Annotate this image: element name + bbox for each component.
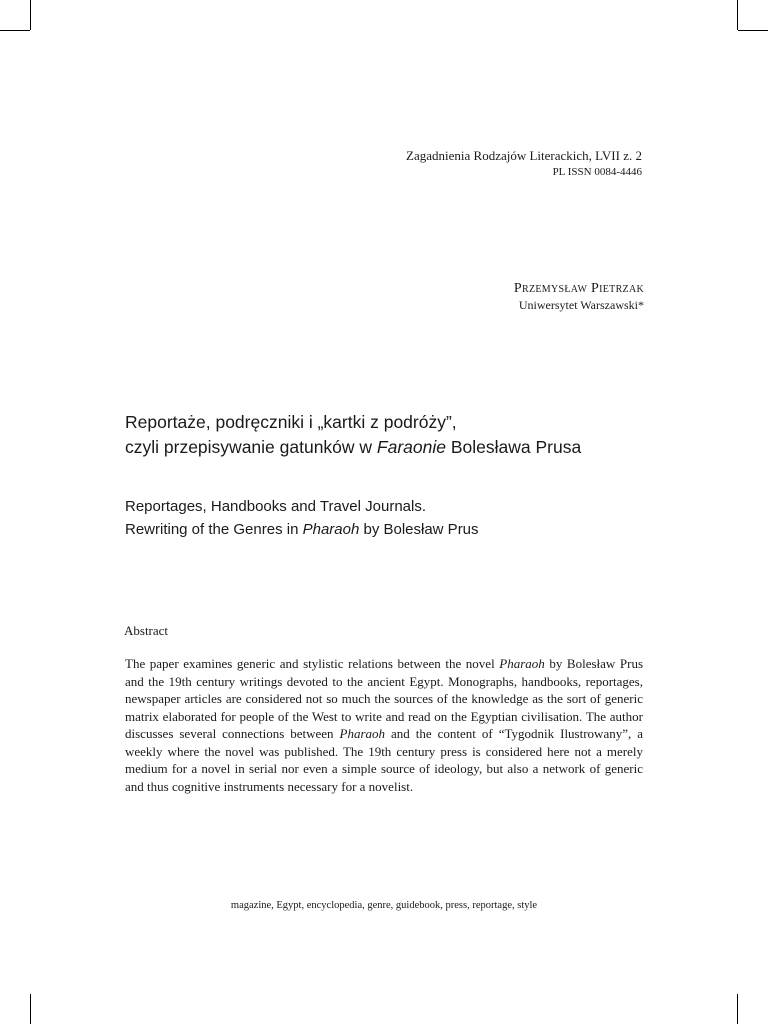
- abstract-text-part-3: and the content of “Tygodnik Ilustrowany”, a weekly where the novel was published. The 19th century press is considered here not a merely medium for a novel in serial nor even a simple source of ideology, but also a network of generic and thus cognitive instruments necessary for a novelist.: [125, 726, 643, 794]
- abstract-label: Abstract: [124, 623, 169, 638]
- author-name: Przemysław Pietrzak: [513, 281, 644, 296]
- abstract-text-part-2: by Bolesław Prus and the 19th century writings devoted to the ancient Egypt. Monographs, handbooks, reportages, newspaper articles are considered not so much the sources of the knowledge as the sort of generic matrix elaborated for people of the West to write and read on the Egyptian civilisation. The author discusses several connections between: [125, 656, 643, 741]
- title-english-line-2-end: by Bolesław Prus: [359, 521, 479, 538]
- title-english-line-2-start: Rewriting of the Genres in: [125, 521, 303, 538]
- abstract-italic-2: Pharaoh: [339, 726, 386, 741]
- title-polish: [125, 410, 665, 460]
- keywords: magazine, Egypt, encyclopedia, genre, guidebook, press, reportage, style: [230, 900, 538, 911]
- title-english-line-1: Reportages, Handbooks and Travel Journals.: [125, 498, 427, 515]
- crop-mark-bottom-right-vertical: [737, 994, 738, 1024]
- journal-header: [406, 147, 642, 180]
- abstract-text: [125, 655, 643, 795]
- title-polish-line-1: Reportaże, podręczniki i „kartki z podróży”,: [125, 412, 457, 432]
- journal-issn: PL ISSN 0084-4446: [552, 166, 642, 178]
- crop-mark-top-right-vertical: [737, 0, 738, 30]
- title-polish-line-2-start: czyli przepisywanie gatunków w: [125, 437, 377, 457]
- crop-mark-bottom-left-vertical: [30, 994, 31, 1024]
- title-english: [125, 495, 665, 541]
- abstract-italic-1: Pharaoh: [499, 656, 545, 671]
- crop-mark-top-left-horizontal: [0, 30, 30, 31]
- title-polish-line-2-end: Bolesława Prusa: [446, 437, 582, 457]
- abstract-text-part-1: The paper examines generic and stylistic relations between the novel: [125, 656, 500, 671]
- title-polish-italic: Faraonie: [376, 437, 446, 457]
- journal-name: Zagadnienia Rodzajów Literackich, LVII z. 2: [406, 148, 642, 163]
- crop-mark-top-left-vertical: [30, 0, 31, 30]
- title-polish-line-2: [125, 435, 665, 460]
- title-english-italic: Pharaoh: [302, 521, 360, 538]
- title-english-line-2: [125, 518, 665, 541]
- author-block: [514, 280, 644, 313]
- crop-mark-top-right-horizontal: [738, 30, 768, 31]
- author-affiliation: Uniwersytet Warszawski*: [518, 298, 644, 312]
